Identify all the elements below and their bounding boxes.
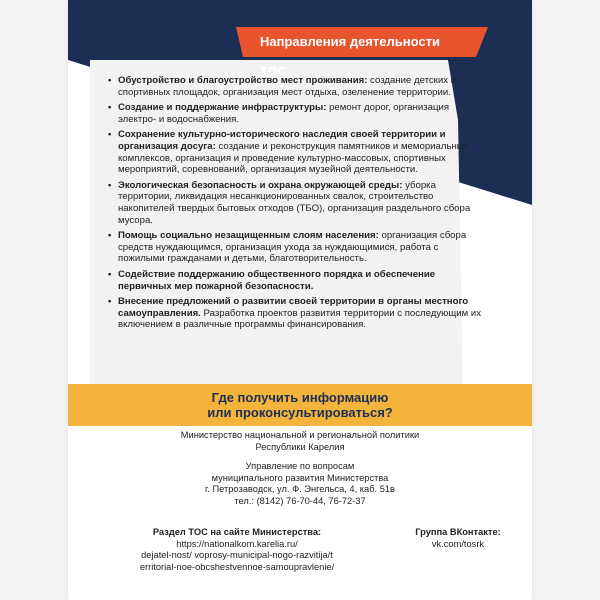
vk-url[interactable]: vk.com/tosrk	[431, 538, 485, 549]
item-text: организация сбора средств нуждающимся, организация ухода за нуждающимися, работа с пожилыми гражданами и детьми, благотворительность.	[118, 230, 467, 265]
question-banner	[68, 384, 532, 426]
ministry-line-1: Министерство национальной и региональной политики	[180, 430, 420, 440]
item-title: Сохранение культурно-исторического наследия своей территории и организация досуга:	[118, 129, 446, 152]
site-url-1[interactable]: https://nationalkom.karelia.ru/	[176, 538, 298, 549]
ministry-line-2: Республики Карелия	[255, 441, 345, 452]
department-address: г. Петрозаводск, ул. Ф. Энгельса, 4, каб. 51в	[205, 484, 395, 494]
bullet: •	[108, 179, 112, 191]
item-title: Создание и поддержание инфраструктуры:	[118, 102, 327, 114]
site-label: Раздел ТОС на сайте Министерства:	[152, 527, 322, 537]
item-text: создание и реконструкция памятников и мемориальных комплексов, организация и проведение культурно-массовых, спортивных мероприятий, соревнований, организация музейной деятельности.	[118, 140, 469, 176]
question-line-2: или проконсультироваться?	[207, 405, 393, 420]
item-text: ремонт дорог, организация электро- и водоснабжения.	[118, 102, 450, 125]
list-item	[106, 75, 486, 98]
list-item	[106, 180, 486, 226]
list-item	[106, 129, 486, 175]
leaflet-page	[68, 0, 532, 600]
bullet: •	[108, 102, 112, 114]
bullet: •	[108, 268, 112, 280]
department-block	[68, 461, 532, 507]
list-item	[106, 230, 486, 265]
site-section	[82, 527, 392, 573]
site-url-2[interactable]: dejatel-nost/ voprosy-municipal-nogo-razvitija/t	[141, 550, 333, 560]
department-phone: тел.: (8142) 76-70-44, 76-72-37	[234, 495, 366, 506]
bullet: •	[108, 230, 112, 242]
bullet: •	[108, 75, 112, 86]
item-text: уборка территории, ликвидация несанкционированных свалок, строительство накопителей твердых бытовых отходов (ТБО), организация раздельного сбора мусора.	[118, 179, 471, 226]
item-title: Внесение предложений о развитии своей территории в органы местного самоуправления.	[118, 296, 469, 319]
contacts	[68, 430, 532, 515]
item-title: Содействие поддержанию общественного порядка и обеспечение первичных мер пожарной безопасности.	[118, 268, 436, 292]
section-title: Направления деятельности ТОС	[260, 34, 440, 79]
item-title: Экологическая безопасность и охрана окружающей среды:	[118, 179, 403, 191]
item-title: Обустройство и благоустройство мест проживания:	[118, 75, 368, 86]
vk-label: Группа ВКонтакте:	[415, 527, 501, 537]
department-line-2: муниципального развития Министерства	[211, 472, 389, 483]
ministry-block	[68, 430, 532, 453]
activity-list	[106, 75, 486, 335]
bullet: •	[108, 129, 112, 141]
site-url-3[interactable]: erritorial-noe-obcshestvennoe-samoupravlenie/	[139, 561, 335, 572]
list-item	[106, 296, 486, 331]
item-title: Помощь социально незащищенным слоям населения:	[118, 230, 379, 242]
list-item	[106, 269, 486, 292]
vk-section	[398, 527, 518, 550]
question-line-1: Где получить информацию	[211, 390, 389, 405]
item-text: создание детских и спортивных площадок, организация мест отдыха, озеленение территории.	[118, 75, 457, 98]
item-text: Разработка проектов развития территории с последующим их включением в различные программы финансирования.	[118, 307, 482, 331]
bullet: •	[108, 296, 112, 308]
department-line-1: Управление по вопросам	[245, 461, 355, 471]
list-item	[106, 102, 486, 125]
